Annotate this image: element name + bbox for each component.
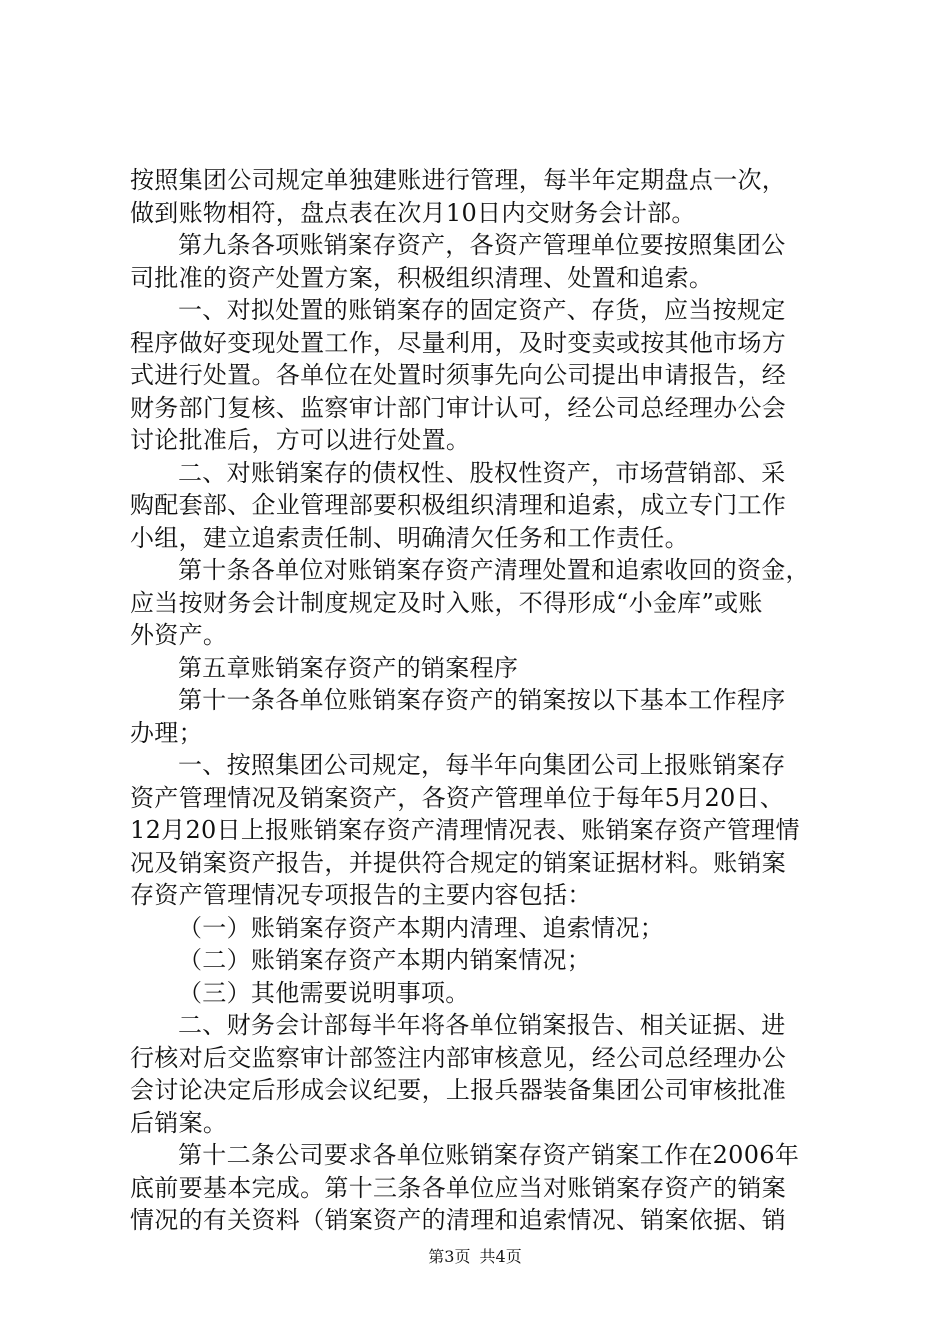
text-line: 按照集团公司规定单独建账进行管理，每半年定期盘点一次， — [130, 166, 787, 194]
text-line: 行核对后交监察审计部签注内部审核意见，经公司总经理办公 — [130, 1043, 787, 1072]
text-line: 存资产管理情况专项报告的主要内容包括： — [130, 881, 592, 909]
page-number: 第3页 — [428, 1247, 471, 1266]
text-line: 二、财务会计部每半年将各单位销案报告、相关证据、进 — [178, 1011, 786, 1039]
text-line: 资产管理情况及销案资产，各资产管理单位于每年5月20日、 — [130, 783, 785, 812]
text-line: （三）其他需要说明事项。 — [178, 978, 470, 1007]
text-line: 一、对拟处置的账销案存的固定资产、存货，应当按规定 — [178, 296, 786, 324]
text-line: 应当按财务会计制度规定及时入账，不得形成“小金库”或账 — [130, 588, 763, 617]
text-line: 小组，建立追索责任制、明确清欠任务和工作责任。 — [130, 523, 689, 552]
text-line: 第五章账销案存资产的销案程序 — [178, 653, 519, 682]
text-line: 式进行处置。各单位在处置时须事先向公司提出申请报告，经 — [130, 361, 787, 389]
text-line: 司批准的资产处置方案，积极组织清理、处置和追索。 — [130, 263, 714, 292]
text-line: 做到账物相符，盘点表在次月10日内交财务会计部。 — [130, 198, 696, 227]
text-line: 讨论批准后，方可以进行处置。 — [130, 426, 471, 454]
text-line: 一、按照集团公司规定，每半年向集团公司上报账销案存 — [178, 751, 786, 779]
text-line: 外资产。 — [130, 621, 228, 649]
text-line: 情况的有关资料（销案资产的清理和追索情况、销案依据、销 — [130, 1206, 787, 1234]
text-line: 第十一条各单位账销案存资产的销案按以下基本工作程序 — [178, 686, 786, 714]
page-total: 共4页 — [479, 1247, 522, 1266]
text-line: （一）账销案存资产本期内清理、追索情况； — [178, 913, 664, 942]
text-line: 第十条各单位对账销案存资产清理处置和追索收回的资金， — [178, 556, 810, 584]
text-line: 购配套部、企业管理部要积极组织清理和追索，成立专门工作 — [130, 491, 787, 519]
text-line: 会讨论决定后形成会议纪要，上报兵器装备集团公司审核批准 — [130, 1076, 787, 1104]
text-line: （二）账销案存资产本期内销案情况； — [178, 946, 592, 974]
document-body — [130, 164, 830, 1237]
page-footer — [0, 1244, 950, 1267]
text-line: 第九条各项账销案存资产，各资产管理单位要按照集团公 — [178, 231, 786, 259]
text-line: 后销案。 — [130, 1108, 228, 1137]
text-line: 底前要基本完成。第十三条各单位应当对账销案存资产的销案 — [130, 1173, 787, 1202]
text-line: 程序做好变现处置工作，尽量利用，及时变卖或按其他市场方 — [130, 328, 787, 357]
text-line: 12月20日上报账销案存资产清理情况表、账销案存资产管理情 — [130, 816, 800, 844]
text-line: 财务部门复核、监察审计部门审计认可，经公司总经理办公会 — [130, 393, 787, 422]
text-line: 第十二条公司要求各单位账销案存资产销案工作在2006年 — [178, 1141, 800, 1169]
text-line: 况及销案资产报告，并提供符合规定的销案证据材料。账销案 — [130, 848, 787, 877]
text-line: 办理； — [130, 718, 203, 747]
text-line: 二、对账销案存的债权性、股权性资产，市场营销部、采 — [178, 458, 786, 487]
